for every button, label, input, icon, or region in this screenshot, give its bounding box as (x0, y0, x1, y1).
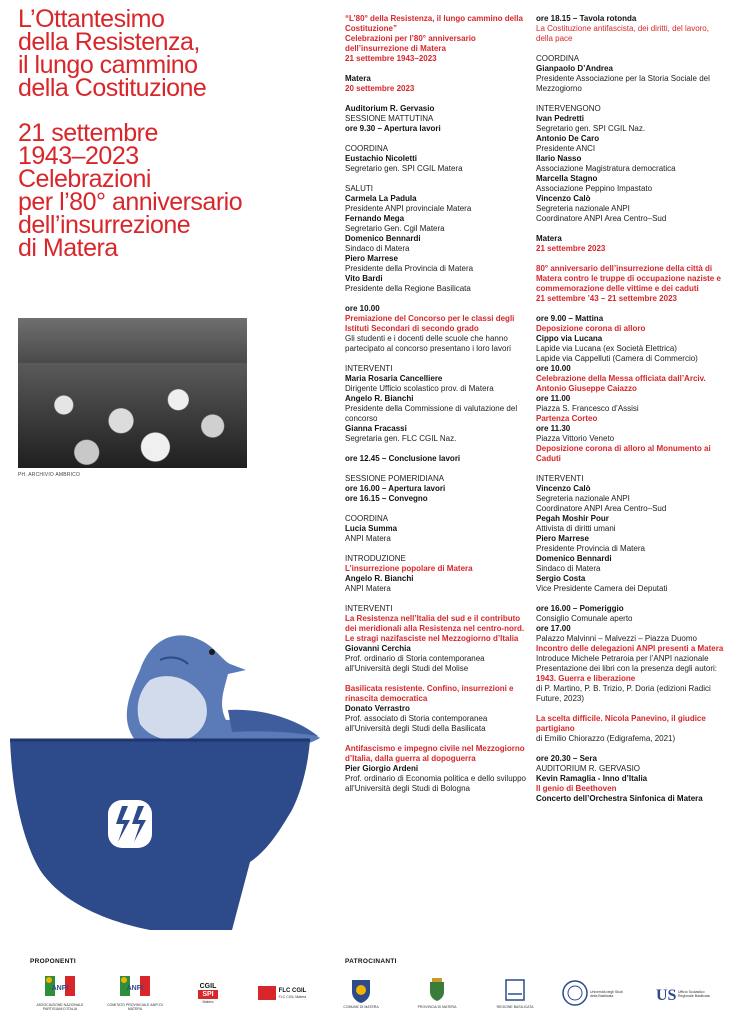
program-line: Basilicata resistente. Confino, insurrezioni e rinascita democratica (345, 684, 514, 703)
program-line: Gianna Fracassi (345, 424, 407, 433)
spacer (345, 444, 530, 454)
program-line: Donato Verrastro (345, 704, 410, 713)
program-line: Associazione Magistratura democratica (536, 164, 676, 173)
program-line: Ilario Nasso (536, 154, 582, 163)
spacer (345, 174, 530, 184)
program-line: SESSIONE MATTUTINA (345, 114, 434, 123)
date-line: di Matera (18, 234, 118, 262)
program-line: Presidente della Regione Basilicata (345, 284, 471, 293)
program-line: Prof. associato di Storia contemporanea all’Università degli Studi della Basilicata (345, 714, 488, 733)
program-line: COORDINA (345, 144, 389, 153)
program-line: Pegah Moshir Pour (536, 514, 609, 523)
spacer (536, 94, 726, 104)
spi-text: SPI (198, 990, 217, 999)
logo-caption: FLC CGIL Matera (278, 994, 307, 999)
program-line: ore 11.30 (536, 424, 571, 433)
patrocinanti-label: PATROCINANTI (345, 958, 397, 965)
spacer (345, 674, 530, 684)
program-line: INTERVENTI (536, 474, 584, 483)
program-line: La scelta difficile. Nicola Panevino, il giudice partigiano (536, 714, 706, 733)
program-line: “L’80° della Resistenza, il lungo cammino della Costituzione” (345, 14, 523, 33)
program-line: Sindaco di Matera (536, 564, 601, 573)
program-line: ore 16.15 – Convegno (345, 494, 428, 503)
program-line: Presidente ANPI provinciale Matera (345, 204, 472, 213)
program-line: Concerto dell’Orchestra Sinfonica di Matera (536, 794, 703, 803)
spacer (536, 44, 726, 54)
photo-crowd (18, 363, 247, 468)
program-line: Matera (345, 74, 371, 83)
coat-of-arms-icon (346, 978, 376, 1004)
logo-caption: ASSOCIAZIONE NAZIONALE PARTIGIANI D'ITALIA (36, 1002, 84, 1011)
program-line: Deposizione corona di alloro al Monumento ai Caduti (536, 444, 711, 463)
program-line: Vito Bardi (345, 274, 383, 283)
program-line: Coordinatore ANPI Area Centro–Sud (536, 214, 667, 223)
program-line: Dirigente Ufficio scolastico prov. di Matera (345, 384, 494, 393)
program-line: ore 18.15 – Tavola rotonda (536, 14, 637, 23)
anpi-provincial-logo (106, 975, 164, 1011)
program-line: Lucia Summa (345, 524, 398, 533)
date-block (18, 119, 318, 262)
program-line: INTRODUZIONE (345, 554, 406, 563)
program-line: Domenico Bennardi (345, 234, 421, 243)
program-line: Consiglio Comunale aperto (536, 614, 633, 623)
program-line: Antifascismo e impegno civile nel Mezzogiorno d’Italia, dalla guerra al dopoguerra (345, 744, 525, 763)
program-line: ANPI Matera (345, 584, 391, 593)
program-line: Piazza S. Francesco d’Assisi (536, 404, 639, 413)
spacer (345, 294, 530, 304)
program-line: Prof. ordinario di Storia contemporanea all’Università degli Studi del Molise (345, 654, 485, 673)
cgil-spi-logo (190, 975, 226, 1011)
program-line: Incontro delle delegazioni ANPI presenti a Matera (536, 644, 724, 653)
program-line: COORDINA (345, 514, 389, 523)
program-line: AUDITORIUM R. GERVASIO (536, 764, 641, 773)
svg-text:ANPI: ANPI (51, 984, 69, 992)
program-line: Associazione Peppino Impastato (536, 184, 653, 193)
program-line: Prof. ordinario di Economia politica e dello sviluppo all’Università degli Studi di Bologna (345, 774, 526, 793)
svg-text:US: US (656, 987, 676, 1004)
program-line: ore 10.00 (536, 364, 571, 373)
crest-icon (422, 978, 452, 1004)
flc-flag-icon (258, 986, 276, 1000)
program-line: Partenza Corteo (536, 414, 598, 423)
program-line: ore 17.00 (536, 624, 571, 633)
program-line: 80° anniversario dell’insurrezione della città di Matera contro le truppe di occupazione naziste e commemorazione delle vittime e dei caduti (536, 264, 721, 293)
program-line: Auditorium R. Gervasio (345, 104, 435, 113)
program-line: Segretario Gen. Cgil Matera (345, 224, 445, 233)
crowd-photo (18, 318, 247, 468)
dove-helmet-illustration (0, 600, 330, 940)
program-line: ore 11.00 (536, 394, 571, 403)
program-line: Premiazione del Concorso per le classi degli Istituti Secondari di secondo grado (345, 314, 515, 333)
program-line: Pier Giorgio Ardeni (345, 764, 419, 773)
title-line: della Resistenza, (18, 28, 200, 56)
program-line: Matera (536, 234, 562, 243)
program-line: Presidente della Commissione di valutazione del concorso (345, 404, 518, 423)
program-line: Coordinatore ANPI Area Centro–Sud (536, 504, 667, 513)
spacer (345, 504, 530, 514)
university-seal-icon (562, 980, 588, 1006)
program-line: Eustachio Nicoletti (345, 154, 418, 163)
spacer (345, 94, 530, 104)
program-line: Il genio di Beethoven (536, 784, 617, 793)
program-line: L’insurrezione popolare di Matera (345, 564, 473, 573)
program-line: Segretario gen. SPI CGIL Matera (345, 164, 463, 173)
program-line: Cippo via Lucana (536, 334, 603, 343)
program-line: Vincenzo Calò (536, 194, 591, 203)
spacer (536, 254, 726, 264)
program-line: INTERVENTI (345, 364, 393, 373)
region-emblem-icon (500, 978, 530, 1004)
program-line: COORDINA (536, 54, 580, 63)
program-line: ore 20.30 – Sera (536, 754, 597, 763)
spacer (345, 134, 530, 144)
program-line: ore 12.45 – Conclusione lavori (345, 454, 461, 463)
program-line: ore 16.00 – Pomeriggio (536, 604, 624, 613)
program-line: Palazzo Malvinni – Malvezzi – Piazza Duomo (536, 634, 697, 643)
spacer (536, 304, 726, 314)
program-line: Presidente della Provincia di Matera (345, 264, 474, 273)
program-line: Marcella Stagno (536, 174, 598, 183)
flc-cgil-logo (252, 975, 312, 1011)
program-line: Vincenzo Calò (536, 484, 591, 493)
logo-caption: Matera (202, 999, 214, 1004)
program-line: Presidente ANCI (536, 144, 596, 153)
date-line: dell’insurrezione (18, 211, 191, 239)
logo-caption: COMITATO PROVINCIALE ANPI DI MATERA (107, 1002, 163, 1011)
photo-credit: PH. ARCHIVIO AMBRICO (18, 472, 81, 478)
spacer (536, 464, 726, 474)
program-column-center (345, 14, 530, 794)
program-line: Segretaria gen. FLC CGIL Naz. (345, 434, 457, 443)
logo-caption: Ufficio Scolastico Regionale Basilicata (678, 989, 710, 998)
program-line: INTERVENGONO (536, 104, 601, 113)
program-line: Segreteria nazionale ANPI (536, 494, 630, 503)
program-line: Fernando Mega (345, 214, 405, 223)
comune-matera-logo (340, 975, 382, 1011)
date-line: Celebrazioni (18, 165, 151, 193)
flc-text: FLC CGIL (278, 987, 307, 994)
logo-caption: REGIONE BASILICATA (496, 1004, 534, 1009)
spacer (536, 594, 726, 604)
program-line: ore 16.00 – Apertura lavori (345, 484, 446, 493)
anpi-national-logo (30, 975, 90, 1011)
usr-icon (656, 980, 676, 1006)
usr-basilicata-logo (652, 975, 722, 1011)
program-line: ore 9.00 – Mattina (536, 314, 604, 323)
program-line: 21 settembre 2023 (536, 244, 606, 253)
program-line: Piero Marrese (536, 534, 589, 543)
spacer (345, 544, 530, 554)
program-line: Celebrazioni per l’80° anniversario dell’insurrezione di Matera (345, 34, 476, 53)
program-line: Presidente Associazione per la Storia Sociale del Mezzogiorno (536, 74, 710, 93)
program-line: Sergio Costa (536, 574, 586, 583)
poster-title (18, 5, 318, 262)
date-line: 21 settembre (18, 119, 158, 147)
title-line: della Costituzione (18, 74, 207, 102)
program-line: Lapide via Cappelluti (Camera di Commercio) (536, 354, 698, 363)
anpi-icon (45, 976, 75, 1002)
program-line: Angelo R. Bianchi (345, 394, 414, 403)
program-line: di Emilio Chiorazzo (Edigrafema, 2021) (536, 734, 676, 743)
program-line: ore 9.30 – Apertura lavori (345, 124, 441, 133)
program-line: Sindaco di Matera (345, 244, 410, 253)
title-block (18, 5, 318, 102)
svg-text:ANPI: ANPI (126, 984, 144, 992)
program-line: 21 settembre 1943–2023 (345, 54, 437, 63)
title-line: il lungo cammino (18, 51, 198, 79)
provincia-matera-logo (412, 975, 462, 1011)
program-line: Domenico Bennardi (536, 554, 612, 563)
program-line: Ivan Pedretti (536, 114, 585, 123)
program-line: Piero Marrese (345, 254, 398, 263)
anpi-icon (120, 976, 150, 1002)
program-line: di P. Martino, P. B. Trizio, P. Doria (edizioni Radici Future, 2023) (536, 684, 711, 703)
spacer (536, 704, 726, 714)
proponenti-label: PROPONENTI (30, 958, 76, 965)
program-line: INTERVENTI (345, 604, 393, 613)
program-line: Gianpaolo D’Andrea (536, 64, 613, 73)
spacer (536, 224, 726, 234)
program-line: Gli studenti e i docenti delle scuole che hanno partecipato al concorso presentano i loro lavori (345, 334, 511, 353)
ss-insignia-icon (108, 800, 152, 848)
spacer (345, 64, 530, 74)
program-line: Presidente Provincia di Matera (536, 544, 645, 553)
program-line: ore 10.00 (345, 304, 380, 313)
regione-basilicata-logo (490, 975, 540, 1011)
logo-caption: PROVINCIA DI MATERA (417, 1004, 457, 1009)
program-line: 1943. Guerra e liberazione (536, 674, 636, 683)
program-line: Segretario gen. SPI CGIL Naz. (536, 124, 646, 133)
program-line: Piazza Vittorio Veneto (536, 434, 615, 443)
logo-caption: Università degli Studi della Basilicata (590, 989, 623, 998)
helmet-icon (10, 740, 310, 930)
program-line: Lapide via Lucana (ex Società Elettrica) (536, 344, 677, 353)
logo-caption: COMUNE DI MATERA (343, 1004, 379, 1009)
program-line: 20 settembre 2023 (345, 84, 415, 93)
program-line: Carmela La Padula (345, 194, 417, 203)
program-line: Presentazione dei libri con la presenza degli autori: (536, 664, 717, 673)
spacer (345, 354, 530, 364)
program-line: Celebrazione della Messa officiata dall’Arciv. Antonio Giuseppe Caiazzo (536, 374, 706, 393)
program-line: 21 settembre ’43 – 21 settembre 2023 (536, 294, 677, 303)
program-line: Giovanni Cerchia (345, 644, 411, 653)
date-line: 1943–2023 (18, 142, 139, 170)
program-line: Vice Presidente Camera dei Deputati (536, 584, 668, 593)
cgil-text: CGIL (199, 982, 217, 990)
spacer (345, 734, 530, 744)
program-line: Angelo R. Bianchi (345, 574, 414, 583)
program-line: SALUTI (345, 184, 374, 193)
unibas-logo (560, 975, 630, 1011)
program-line: Introduce Michele Petraroia per l’ANPI nazionale (536, 654, 709, 663)
spacer (536, 744, 726, 754)
spacer (345, 594, 530, 604)
program-line: La Resistenza nell’Italia del sud e il contributo dei meridionali alla Resistenza nel centro-nord. Le stragi nazifasciste nel Mezzogiorno d’Italia (345, 614, 525, 643)
spacer (345, 464, 530, 474)
program-line: SESSIONE POMERIDIANA (345, 474, 445, 483)
program-line: Deposizione corona di alloro (536, 324, 646, 333)
program-line: Segreteria nazionale ANPI (536, 204, 630, 213)
dove-icon (127, 635, 320, 750)
program-line: Attivista di diritti umani (536, 524, 616, 533)
program-line: La Costituzione antifascista, dei diritti, del lavoro, della pace (536, 24, 709, 43)
program-line: Maria Rosaria Cancelliere (345, 374, 443, 383)
program-line: Antonio De Caro (536, 134, 600, 143)
title-line: L’Ottantesimo (18, 5, 165, 33)
program-line: ANPI Matera (345, 534, 391, 543)
date-line: per l’80° anniversario (18, 188, 243, 216)
program-column-right (536, 14, 726, 804)
program-line: Kevin Ramaglia - Inno d’Italia (536, 774, 648, 783)
